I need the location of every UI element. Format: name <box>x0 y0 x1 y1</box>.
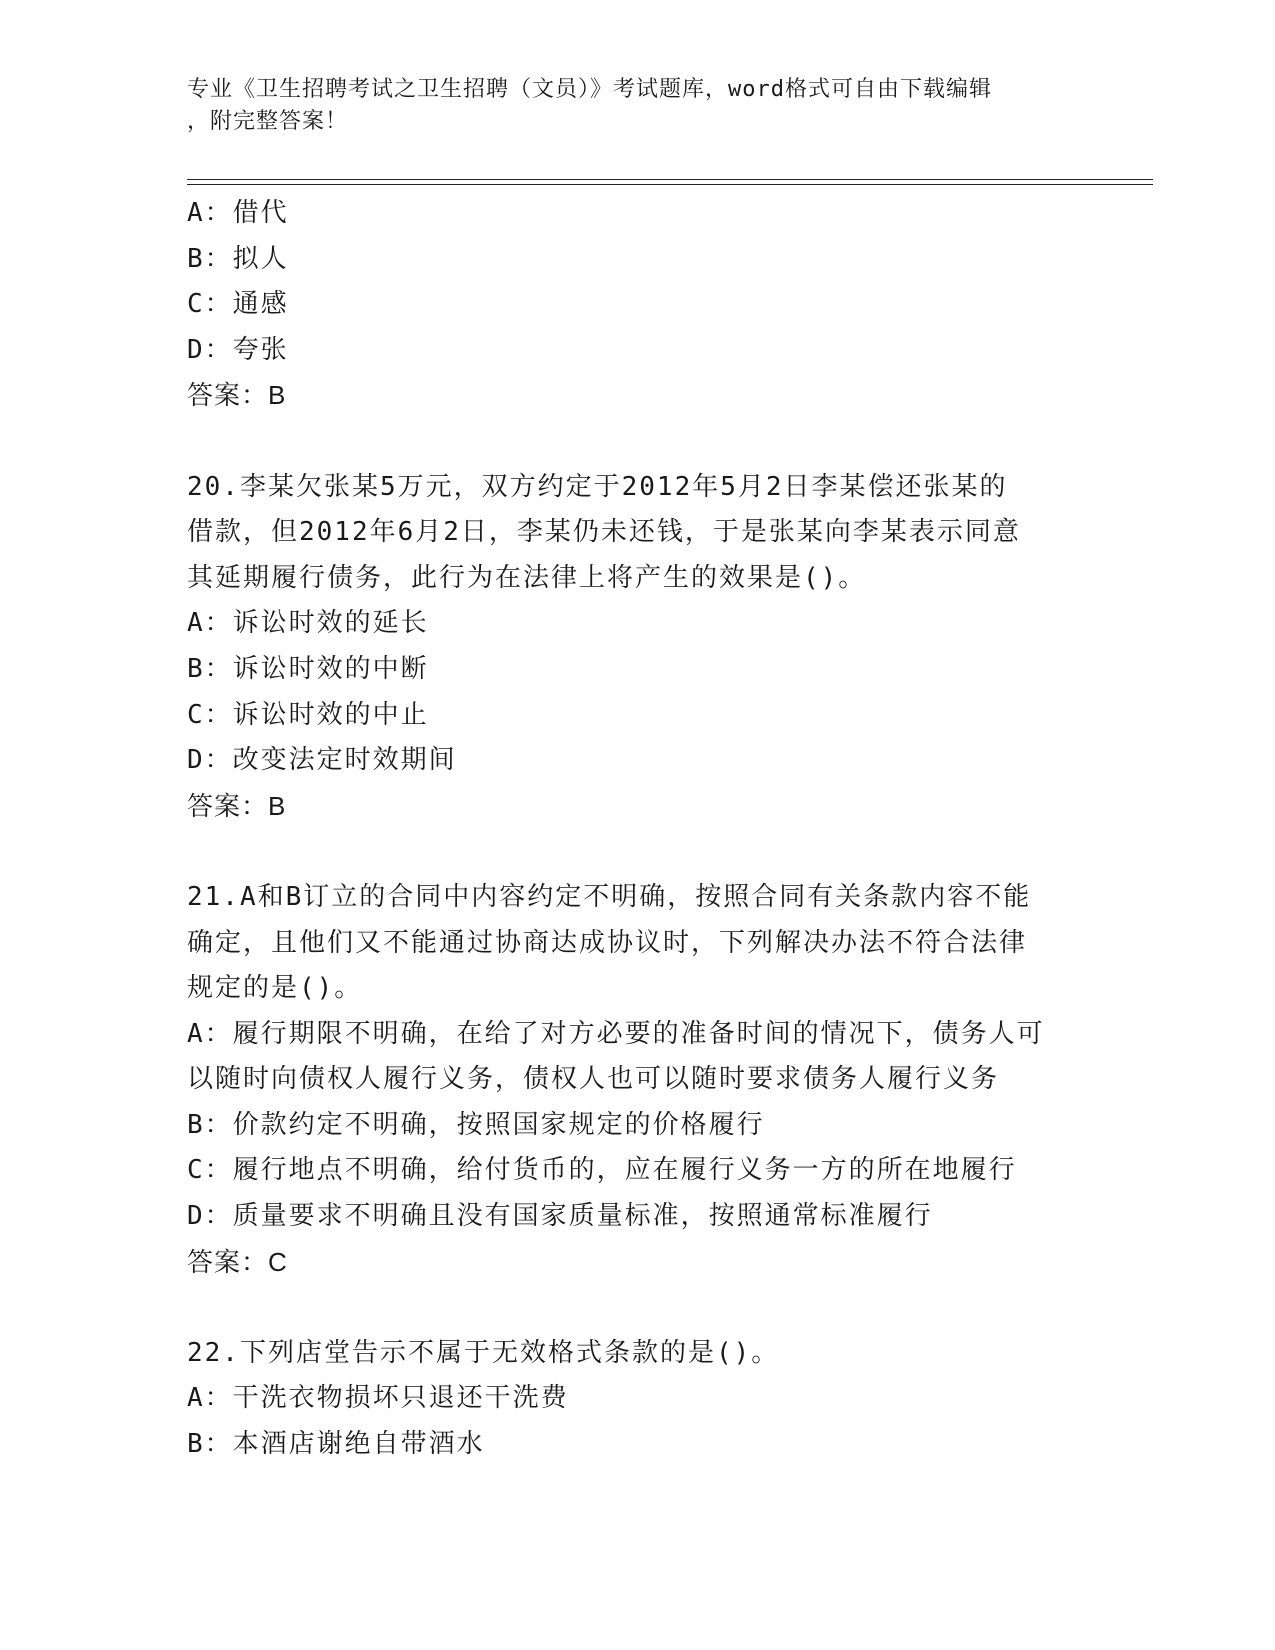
question-list <box>187 191 1087 1468</box>
option-b: B：价款约定不明确，按照国家规定的价格履行 <box>187 1109 765 1140</box>
option-c: C：通感 <box>187 289 289 320</box>
question-21 <box>187 875 1087 1285</box>
answer: 答案：B <box>187 790 287 821</box>
header-divider-bottom <box>187 184 1153 185</box>
spacer <box>187 419 1087 465</box>
option-a: A：借代 <box>187 198 289 228</box>
option-d: D：夸张 <box>187 334 289 365</box>
option-c: C：履行地点不明确，给付货币的，应在履行义务一方的所在地履行 <box>187 1155 1017 1186</box>
header-divider-top <box>187 179 1153 180</box>
question-22 <box>187 1331 1087 1468</box>
question-stem-line: 22.下列店堂告示不属于无效格式条款的是()。 <box>187 1337 780 1368</box>
header-line-2: ，附完整答案！ <box>187 109 349 134</box>
option-a-continued: 以随时向债权人履行义务，债权人也可以随时要求债务人履行义务 <box>187 1064 1000 1095</box>
question-20 <box>187 465 1087 830</box>
spacer <box>187 1285 1087 1331</box>
option-b: B：本酒店谢绝自带酒水 <box>187 1429 485 1460</box>
option-a: A：诉讼时效的延长 <box>187 608 429 639</box>
document-header <box>187 74 1067 138</box>
question-stem-line: 20.李某欠张某5万元，双方约定于2012年5月2日李某偿还张某的 <box>187 471 1008 502</box>
option-a: A：干洗衣物损坏只退还干洗费 <box>187 1383 569 1414</box>
option-c: C：诉讼时效的中止 <box>187 699 429 730</box>
option-d: D：改变法定时效期间 <box>187 745 457 776</box>
option-b: B：诉讼时效的中断 <box>187 653 429 684</box>
option-b: B：拟人 <box>187 243 289 274</box>
question-stem-line: 其延期履行债务，此行为在法律上将产生的效果是()。 <box>187 562 867 593</box>
header-line-1: 专业《卫生招聘考试之卫生招聘（文员）》考试题库，word格式可自由下载编辑 <box>187 77 992 102</box>
option-a: A：履行期限不明确，在给了对方必要的准备时间的情况下，债务人可 <box>187 1018 1045 1049</box>
question-stem-line: 21.A和B订立的合同中内容约定不明确，按照合同有关条款内容不能 <box>187 881 1032 912</box>
question-19 <box>187 191 1087 419</box>
question-stem-line: 规定的是()。 <box>187 973 363 1004</box>
option-d: D：质量要求不明确且没有国家质量标准，按照通常标准履行 <box>187 1201 933 1232</box>
spacer <box>187 829 1087 875</box>
answer: 答案：B <box>187 380 287 411</box>
question-stem-line: 借款，但2012年6月2日，李某仍未还钱，于是张某向李某表示同意 <box>187 517 1021 548</box>
answer: 答案：C <box>187 1246 288 1277</box>
question-stem-line: 确定，且他们又不能通过协商达成协议时，下列解决办法不符合法律 <box>187 927 1028 958</box>
